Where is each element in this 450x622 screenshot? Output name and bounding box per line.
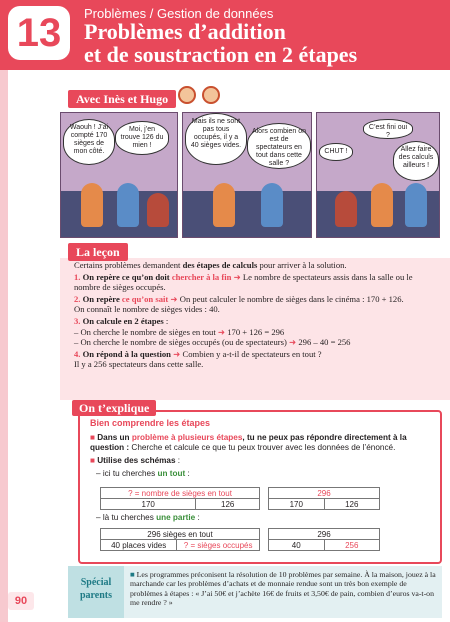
parents-tag-line-1: Spécial [80, 577, 112, 588]
speech-bubble: CHUT ! [319, 143, 353, 161]
schema-partie-label: – là tu cherches une partie : [96, 513, 200, 522]
character-hugo [405, 183, 427, 227]
character-faces [178, 86, 222, 109]
explanation-heading: Bien comprendre les étapes [90, 418, 211, 428]
parents-tag [68, 566, 124, 618]
square-bullet-icon: ■ [130, 570, 137, 579]
schema-cell: ? = nombre de sièges en tout [101, 488, 260, 499]
title-line-1: Problèmes d’addition [84, 19, 286, 44]
schema-table-1 [100, 487, 260, 510]
side-strip [0, 70, 8, 622]
comic-panel-1 [60, 112, 178, 238]
speech-bubble: Moi, j’en trouve 126 du mien ! [115, 121, 169, 155]
hugo-face-icon [202, 86, 220, 104]
schema-cell: 296 sièges en tout [101, 529, 260, 540]
comic-strip [60, 112, 440, 238]
schema-cell: 170 [269, 499, 325, 510]
schema-cell: 126 [324, 499, 380, 510]
parents-tag-line-2: parents [79, 590, 113, 601]
schema-table-3 [100, 528, 260, 551]
chapter-subtitle: Problèmes / Gestion de données [84, 6, 274, 21]
schema-cell: 296 [269, 529, 380, 540]
page-number: 90 [8, 592, 34, 610]
ines-face-icon [178, 86, 196, 104]
spectator [335, 191, 357, 227]
character-hugo [261, 183, 283, 227]
speech-bubble: Alors combien on est de spectateurs en tout dans cette salle ? [247, 123, 311, 169]
explanation-point-2: ■ Utilise des schémas : [90, 456, 181, 465]
comic-panel-2 [182, 112, 312, 238]
schema-cell: 40 places vides [101, 540, 177, 551]
parents-text: ■ Les programmes préconisent la résolution de 10 problèmes par semaine. À la maison, jouez à la marchande car les problèmes d’achats et de monnaie rendue sont un très bon exemple de problèmes à étapes : « J’ai 50€ et j’achète 16€ de fruits et 3,50€ de pain, combien d’euros va-t-on me rendre ? » [130, 570, 436, 608]
lesson-step-1: 1. On repère ce qu’on doit chercher à la fin ➜ Le nombre de spectateurs assis dans la salle ou le nombre de sièges occupés. [74, 271, 413, 293]
schema-tout-label: – ici tu cherches un tout : [96, 469, 190, 478]
speech-bubble: Mais ils ne sont pas tous occupés, il y a 40 sièges vides. [185, 113, 247, 165]
explanation-tag: On t’explique [72, 400, 156, 416]
cinema-seats [183, 191, 311, 237]
character-ines [81, 183, 103, 227]
schema-table-2 [268, 487, 380, 510]
title-line-2: et de soustraction en 2 étapes [84, 42, 358, 67]
character-ines [371, 183, 393, 227]
chapter-title [84, 20, 357, 66]
schema-cell: ? = sièges occupés [177, 540, 260, 551]
character-hugo [117, 183, 139, 227]
schema-cell: 256 [324, 540, 380, 551]
schema-cell: 170 [101, 499, 196, 510]
lesson-text [74, 260, 440, 371]
speech-bubble: Allez faire des calculs ailleurs ! [393, 141, 439, 181]
schema-cell: 126 [196, 499, 260, 510]
schema-cell: 40 [269, 540, 325, 551]
character-ines [213, 183, 235, 227]
speech-bubble: Waouh ! J’ai compté 170 sièges de mon côté. [63, 119, 115, 165]
lesson-step-4: 4. On répond à la question ➜ Combien y a-t-il de spectateurs en tout ? Il y a 256 spectateurs dans cette salle. [74, 348, 322, 370]
lesson-tag: La leçon [68, 243, 128, 261]
lesson-intro: Certains problèmes demandent des étapes de calculs pour arriver à la solution. [74, 260, 347, 270]
lesson-step-3: 3. On calcule en 2 étapes : – On cherche le nombre de sièges en tout ➜ 170 + 126 = 296 – On cherche le nombre de sièges occupés (ou de spectateurs) ➜ 296 – 40 = 256 [74, 315, 351, 348]
speech-bubble: C’est fini oui ? [363, 119, 413, 139]
schema-table-4 [268, 528, 380, 551]
spectator [147, 193, 169, 227]
comic-panel-3 [316, 112, 440, 238]
comic-tag: Avec Inès et Hugo [68, 90, 176, 108]
schema-cell: 296 [269, 488, 380, 499]
chapter-number: 13 [8, 6, 70, 60]
lesson-step-2: 2. On repère ce qu’on sait ➜ On peut calculer le nombre de sièges dans le cinéma : 170 + 126. On connaît le nombre de sièges vides : 40. [74, 293, 404, 315]
explanation-point-1: ■ Dans un problème à plusieurs étapes, tu ne peux pas répondre directement à la question : Cherche et calcule ce que tu peux trouver avec les données de l’énoncé. [90, 433, 407, 452]
